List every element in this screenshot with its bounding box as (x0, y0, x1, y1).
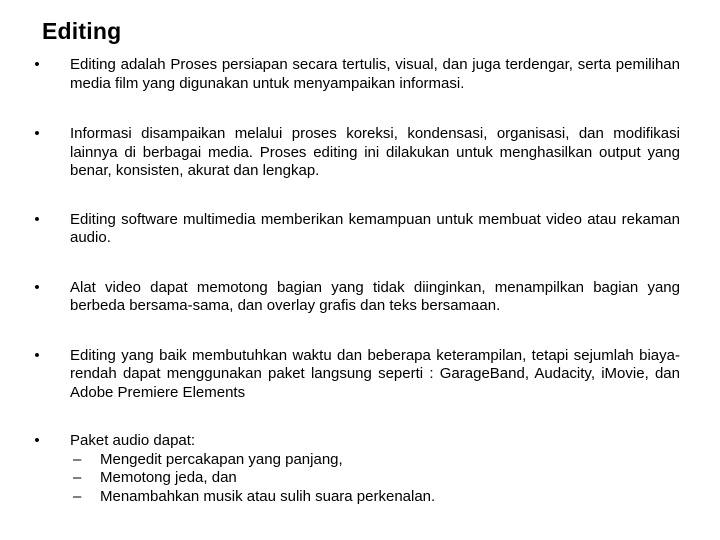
bullet-text: Editing yang baik membutuhkan waktu dan beberapa keterampilan, tetapi sejumlah biaya- rendah dapat menggunakan paket langsung seperti : GarageBand, Audacity, iMovie, dan Adobe Premiere Elements (70, 346, 680, 401)
bullet-text: Informasi disampaikan melalui proses koreksi, kondensasi, organisasi, dan modifikasi lainnya di berbagai media. Proses editing ini dilakukan untuk menghasilkan output yang benar, konsisten, akurat dan lengkap. (70, 125, 680, 179)
bullet-icon: • (34, 56, 40, 73)
sub-list (70, 451, 680, 507)
bullet-text: Editing software multimedia memberikan kemampuan untuk membuat video atau rekaman audio. (70, 210, 680, 246)
dash-icon: – (73, 487, 82, 505)
bullet-list (30, 50, 680, 506)
dash-icon: – (73, 469, 82, 486)
sub-item (70, 451, 680, 470)
bullet-icon: • (34, 125, 40, 142)
dash-icon: – (73, 450, 82, 468)
bullet-item (30, 347, 680, 403)
bullet-item (30, 279, 680, 316)
slide-title: Editing (42, 18, 122, 44)
bullet-icon: • (34, 346, 40, 364)
bullet-item (30, 432, 680, 506)
bullet-text: Alat video dapat memotong bagian yang tidak diinginkan, menampilkan bagian yang berbeda bersama-sama, dan overlay grafis dan teks bersamaan. (70, 278, 680, 314)
bullet-icon: • (34, 210, 40, 228)
bullet-item (30, 211, 680, 248)
bullet-item (30, 125, 680, 181)
bullet-text: Editing adalah Proses persiapan secara tertulis, visual, dan juga terdengar, serta pemilihan media film yang digunakan untuk menyampaikan informasi. (70, 56, 680, 92)
bullet-icon: • (34, 278, 40, 296)
bullet-item (30, 56, 680, 93)
sub-item-text: Menambahkan musik atau sulih suara perkenalan. (100, 487, 436, 505)
bullet-icon: • (34, 432, 40, 449)
bullet-text: Paket audio dapat: (70, 432, 196, 449)
sub-item-text: Memotong jeda, dan (100, 469, 237, 486)
sub-item (70, 469, 680, 488)
sub-item-text: Mengedit percakapan yang panjang, (100, 450, 343, 468)
sub-item (70, 488, 680, 507)
